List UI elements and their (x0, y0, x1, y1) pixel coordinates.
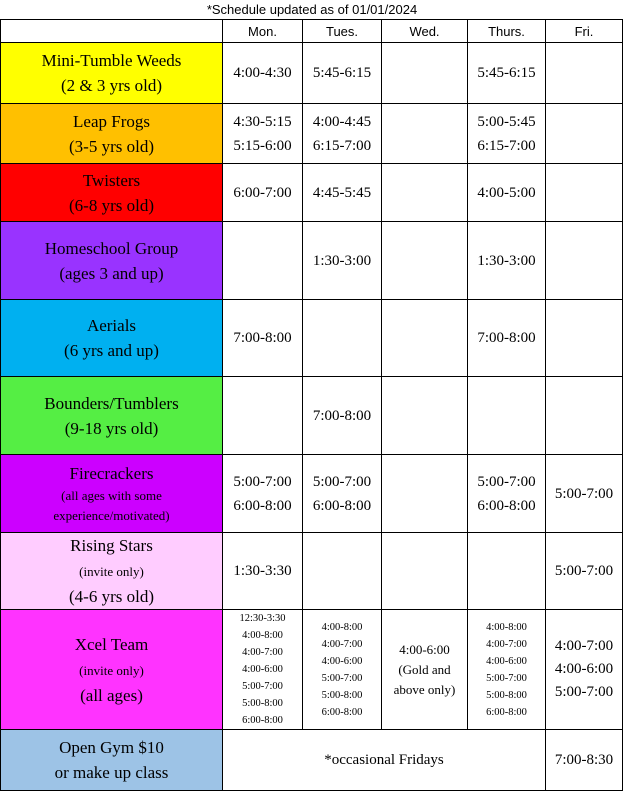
class-age: (ages 3 and up) (59, 263, 164, 283)
day-header-mon: Mon. (223, 20, 303, 43)
time-slot: 4:00-4:45 (312, 113, 372, 130)
time-cell-thu (468, 455, 546, 533)
time-slot: above only) (393, 681, 456, 697)
time-slot: 5:00-8:00 (486, 689, 527, 701)
time-slot: 4:00-8:00 (321, 621, 363, 633)
time-slot: 5:00-7:00 (554, 485, 614, 502)
class-age: (9-18 yrs old) (64, 418, 159, 438)
class-name-cell (1, 300, 223, 377)
time-slot: 4:00-5:00 (477, 184, 536, 201)
time-cell-mon (223, 222, 303, 300)
time-cell-mon (223, 164, 303, 222)
time-cell-wed (382, 533, 468, 610)
table-row (1, 222, 623, 300)
occasional-note: *occasional Fridays (223, 730, 546, 791)
time-cell-wed (382, 455, 468, 533)
time-slot: 5:15-6:00 (233, 137, 292, 154)
time-cell-tue (303, 43, 382, 104)
class-name: Leap Frogs (73, 111, 150, 131)
class-age: (all ages) (80, 685, 143, 705)
time-slot: 5:00-7:00 (554, 684, 614, 700)
time-slot: 5:45-6:15 (312, 65, 372, 81)
class-name-cell (1, 222, 223, 300)
class-name-cell (1, 104, 223, 164)
table-row (1, 610, 623, 730)
time-slot: 1:30-3:00 (312, 252, 372, 269)
time-slot: 12:30-3:30 (239, 613, 286, 624)
time-cell-mon (223, 300, 303, 377)
table-row (1, 377, 623, 455)
class-name: Firecrackers (69, 464, 154, 483)
time-cell-thu (468, 610, 546, 730)
day-header-fri: Fri. (546, 20, 623, 43)
class-name: Mini-Tumble Weeds (41, 51, 182, 70)
table-row (1, 43, 623, 104)
time-slot: 6:00-8:00 (312, 497, 372, 514)
time-slot: 6:00-8:00 (242, 715, 283, 726)
time-slot: 4:00-7:00 (321, 638, 363, 650)
corner-cell (1, 20, 223, 43)
time-slot: 4:00-6:00 (242, 664, 283, 675)
class-name: Twisters (82, 170, 141, 190)
time-cell-mon (223, 104, 303, 164)
class-name-cell (1, 730, 223, 791)
time-slot: 4:00-6:00 (399, 641, 450, 657)
time-cell-thu (468, 533, 546, 610)
class-age: (2 & 3 yrs old) (60, 76, 163, 95)
time-slot: 6:15-7:00 (477, 137, 536, 154)
time-slot: (Gold and (398, 661, 451, 677)
class-age: (6-8 yrs old) (69, 195, 154, 215)
class-name-cell (1, 164, 223, 222)
invite-tag: (invite only) (79, 662, 144, 678)
class-age: (4-6 yrs old) (69, 587, 154, 606)
class-name: Xcel Team (74, 634, 149, 654)
class-name: Aerials (86, 316, 137, 335)
time-slot: 5:00-7:00 (554, 563, 614, 579)
time-slot: 4:00-8:00 (242, 630, 283, 641)
time-cell-fri (546, 43, 623, 104)
time-cell-wed (382, 104, 468, 164)
table-row (1, 104, 623, 164)
time-slot: 4:00-7:00 (486, 638, 527, 650)
time-slot: 6:00-8:00 (233, 497, 292, 514)
class-name: Open Gym $10 (59, 738, 164, 757)
time-cell-wed (382, 300, 468, 377)
time-slot: 1:30-3:00 (477, 252, 536, 269)
time-slot: 5:00-7:00 (321, 672, 363, 684)
time-cell-wed (382, 164, 468, 222)
time-cell-fri (546, 533, 623, 610)
day-header-wed: Wed. (382, 20, 468, 43)
time-cell-fri (546, 730, 623, 791)
time-cell-wed (382, 377, 468, 455)
time-slot: 1:30-3:30 (233, 563, 292, 579)
table-row (1, 300, 623, 377)
time-slot: 5:00-7:00 (242, 681, 283, 692)
day-header-row (1, 20, 623, 43)
time-cell-wed (382, 43, 468, 104)
time-slot: 6:00-8:00 (321, 706, 363, 718)
time-slot: 4:00-6:00 (321, 655, 363, 667)
time-slot: 5:00-7:00 (477, 473, 536, 490)
time-slot: 7:00-8:30 (554, 752, 614, 768)
invite-tag: (invite only) (79, 564, 144, 579)
class-name: Rising Stars (70, 536, 153, 555)
time-slot: 7:00-8:00 (477, 330, 536, 346)
time-cell-tue (303, 610, 382, 730)
time-slot: 4:30-5:15 (233, 113, 292, 130)
time-slot: 4:00-7:00 (554, 638, 614, 654)
class-age: (3-5 yrs old) (69, 136, 154, 156)
time-cell-tue (303, 455, 382, 533)
time-slot: 6:00-8:00 (477, 497, 536, 514)
time-cell-mon (223, 377, 303, 455)
time-slot: 5:00-5:45 (477, 113, 536, 130)
time-slot: 5:00-7:00 (486, 672, 527, 684)
class-name-cell (1, 455, 223, 533)
day-header-thu: Thurs. (468, 20, 546, 43)
time-slot: 7:00-8:00 (312, 407, 372, 424)
time-cell-tue (303, 300, 382, 377)
time-slot: 6:00-7:00 (233, 184, 292, 201)
time-cell-fri (546, 610, 623, 730)
time-cell-thu (468, 104, 546, 164)
class-name: Homeschool Group (44, 238, 179, 258)
time-cell-tue (303, 222, 382, 300)
table-row (1, 455, 623, 533)
time-slot: 5:00-8:00 (242, 698, 283, 709)
time-cell-thu (468, 222, 546, 300)
time-cell-wed (382, 610, 468, 730)
table-row (1, 533, 623, 610)
class-name-cell (1, 377, 223, 455)
time-slot: 4:45-5:45 (312, 184, 372, 201)
schedule-table (0, 19, 623, 791)
table-row (1, 164, 623, 222)
time-cell-tue (303, 533, 382, 610)
table-row (1, 730, 623, 791)
class-name-cell (1, 43, 223, 104)
class-name-cell (1, 610, 223, 730)
class-age: or make up class (54, 763, 169, 782)
time-cell-thu (468, 43, 546, 104)
time-cell-fri (546, 164, 623, 222)
time-slot: 6:00-8:00 (486, 706, 527, 718)
time-slot: 6:15-7:00 (312, 137, 372, 154)
time-cell-fri (546, 222, 623, 300)
time-cell-tue (303, 377, 382, 455)
time-slot: 4:00-4:30 (233, 65, 292, 81)
time-cell-mon (223, 455, 303, 533)
time-cell-fri (546, 377, 623, 455)
time-slot: 4:00-8:00 (486, 621, 527, 633)
class-age: (6 yrs and up) (64, 341, 159, 360)
class-age: experience/motivated) (53, 508, 170, 523)
class-name-cell (1, 533, 223, 610)
class-name: Bounders/Tumblers (44, 393, 179, 413)
time-cell-tue (303, 164, 382, 222)
time-slot: 7:00-8:00 (233, 330, 292, 346)
time-cell-fri (546, 104, 623, 164)
time-cell-wed (382, 222, 468, 300)
time-cell-mon (223, 610, 303, 730)
time-cell-tue (303, 104, 382, 164)
time-cell-thu (468, 300, 546, 377)
time-cell-mon (223, 533, 303, 610)
time-slot: 5:00-8:00 (321, 689, 363, 701)
time-cell-thu (468, 164, 546, 222)
time-cell-fri (546, 455, 623, 533)
class-age: (all ages with some (61, 488, 162, 503)
time-slot: 5:00-7:00 (312, 473, 372, 490)
time-cell-fri (546, 300, 623, 377)
time-cell-thu (468, 377, 546, 455)
time-cell-mon (223, 43, 303, 104)
time-slot: 4:00-7:00 (242, 647, 283, 658)
time-slot: 5:00-7:00 (233, 473, 292, 490)
time-slot: 4:00-6:00 (486, 655, 527, 667)
time-slot: 4:00-6:00 (554, 661, 614, 677)
updated-note: *Schedule updated as of 01/01/2024 (206, 2, 418, 17)
time-slot: 5:45-6:15 (477, 65, 536, 81)
day-header-tue: Tues. (303, 20, 382, 43)
